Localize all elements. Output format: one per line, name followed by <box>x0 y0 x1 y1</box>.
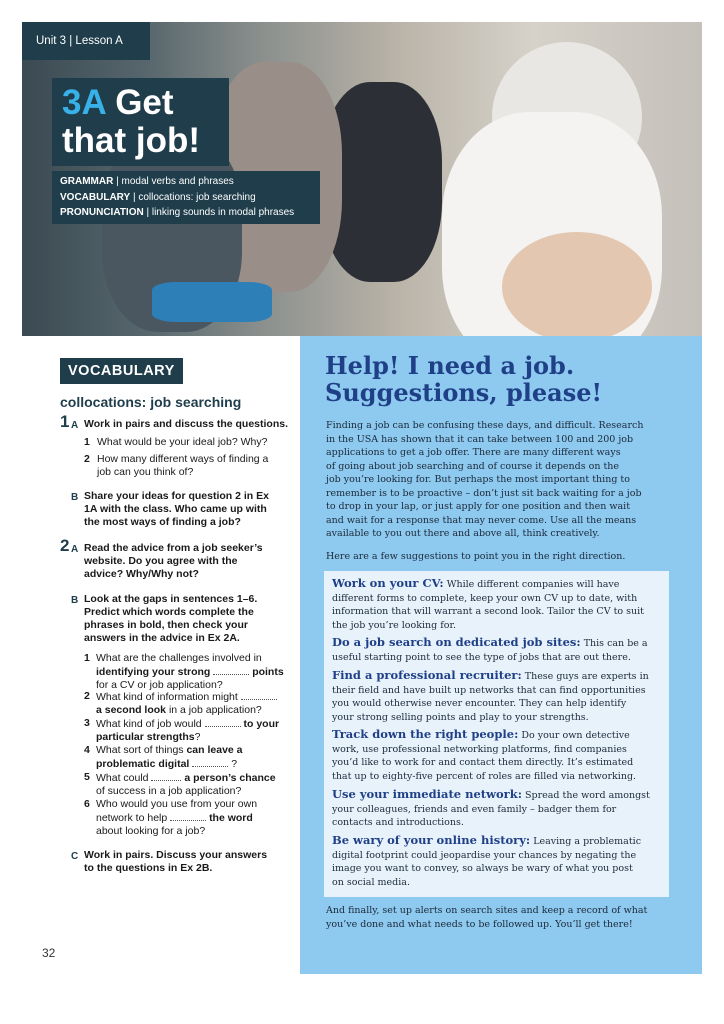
exercise-number: 2 <box>60 536 70 555</box>
gap-sentence-3: What kind of job would to your particular strengths? <box>96 718 280 743</box>
section-subhead: collocations: job searching <box>60 394 242 410</box>
question-item: What would be your ideal job? Why? <box>97 436 268 448</box>
exercise-letter: A <box>71 420 79 431</box>
exercise-letter: B <box>71 595 79 606</box>
lesson-title <box>52 78 229 166</box>
exercise-instruction: Share your ideas for question 2 in Ex 1A with the class. Who came up with the most ways of finding a job? <box>84 490 269 528</box>
gap-sentence-2: What kind of information might a second look in a job application? <box>96 690 294 717</box>
exercise-instruction: Work in pairs. Discuss your answers to the questions in Ex 2B. <box>84 849 268 874</box>
vocab-label: VOCABULARY <box>60 191 131 203</box>
title-line-2: that job! <box>62 121 201 160</box>
gap-blank[interactable] <box>151 771 181 781</box>
grammar-label: GRAMMAR <box>60 176 114 187</box>
exercise-letter: C <box>71 851 79 862</box>
exercise-number: 1 <box>60 412 70 431</box>
gap-blank[interactable] <box>241 690 277 700</box>
article-closing: And finally, set up alerts on search sites and keep a record of what you’ve done and what needs to be followed up. You’ll get there! <box>326 905 648 930</box>
tip-network: Use your immediate network: Spread the word amongst your colleagues, friends and even family – badger them for contacts and introductions. <box>332 787 650 828</box>
exercise-letter: B <box>71 492 79 503</box>
article-intro: Finding a job can be confusing these days, and difficult. Research in the USA has shown that it can take between 100 and 200 job applications to get a job offer. There are many different ways of going about job searching and of course it depends on the job you’re looking for. But perhaps the most important thing to remember is to be proactive – don’t just sit back waiting for a job to drop in your lap, or just apply for one position and then wait and wait for a response that may never come. Use all the means available to you out there and above all, think creatively. <box>326 420 644 539</box>
vocab-text: | collocations: job searching <box>132 191 256 203</box>
gap-sentence-5: What could a person’s chance of success in a job application? <box>96 772 276 797</box>
exercise-instruction: Read the advice from a job seeker’s website. Do you agree with the advice? Why/Why not? <box>84 542 263 580</box>
lesson-number: 3A <box>62 83 106 122</box>
section-tag-vocabulary: VOCABULARY <box>60 358 183 384</box>
exercise-instruction: Work in pairs and discuss the questions. <box>84 418 289 430</box>
unit-lesson-tab: Unit 3 | Lesson A <box>22 22 150 60</box>
gap-blank[interactable] <box>205 717 241 727</box>
gap-sentence-4: What sort of things can leave a problematic digital ? <box>96 744 243 770</box>
article-lead: Here are a few suggestions to point you in the right direction. <box>326 551 626 562</box>
tip-online-history: Be wary of your online history: Leaving a problematic digital footprint could jeopardise your chances by negating the image you want to convey, so always be wary of what you post on social media. <box>332 833 642 888</box>
page-number: 32 <box>42 946 56 960</box>
article-title: Help! I need a job. Suggestions, please! <box>325 351 603 407</box>
tip-cv: Work on your CV: While different companies will have different forms to complete, keep your own CV up to date, with information that will warrant a second look. Tailor the CV to suit the job you’re looking for. <box>332 576 644 631</box>
pron-label: PRONUNCIATION <box>60 207 144 218</box>
tip-right-people: Track down the right people: Do your own detective work, use professional networking platforms, find companies you’d like to work for and contact them directly. It’s estimated that up to eighty-five percent of roles are filled via networking. <box>332 727 637 782</box>
tip-recruiter: Find a professional recruiter: These guys are experts in their field and have built up networks that can find opportunities you would otherwise never encounter. They can help identify your strong selling points and play to your strengths. <box>332 668 649 723</box>
gap-sentence-6: Who would you use from your own network to help the word about looking for a job? <box>96 798 258 837</box>
lesson-topics <box>52 171 320 224</box>
exercise-letter: A <box>71 544 79 555</box>
exercise-instruction: Look at the gaps in sentences 1–6. Predict which words complete the phrases in bold, then check your answers in the advice in Ex 2A. <box>84 593 258 644</box>
question-item: How many different ways of finding a job can you think of? <box>97 453 269 478</box>
gap-blank[interactable] <box>213 665 249 675</box>
tip-job-sites: Do a job search on dedicated job sites: This can be a useful starting point to see the type of jobs that are out there. <box>332 635 648 663</box>
grammar-text: | modal verbs and phrases <box>116 176 234 187</box>
pron-text: | linking sounds in modal phrases <box>146 207 295 218</box>
gap-blank[interactable] <box>192 757 228 767</box>
gap-sentence-1: What are the challenges involved in identifying your strong points for a CV or job application? <box>96 652 284 691</box>
gap-blank[interactable] <box>170 811 206 821</box>
title-line-1: Get <box>115 83 174 122</box>
